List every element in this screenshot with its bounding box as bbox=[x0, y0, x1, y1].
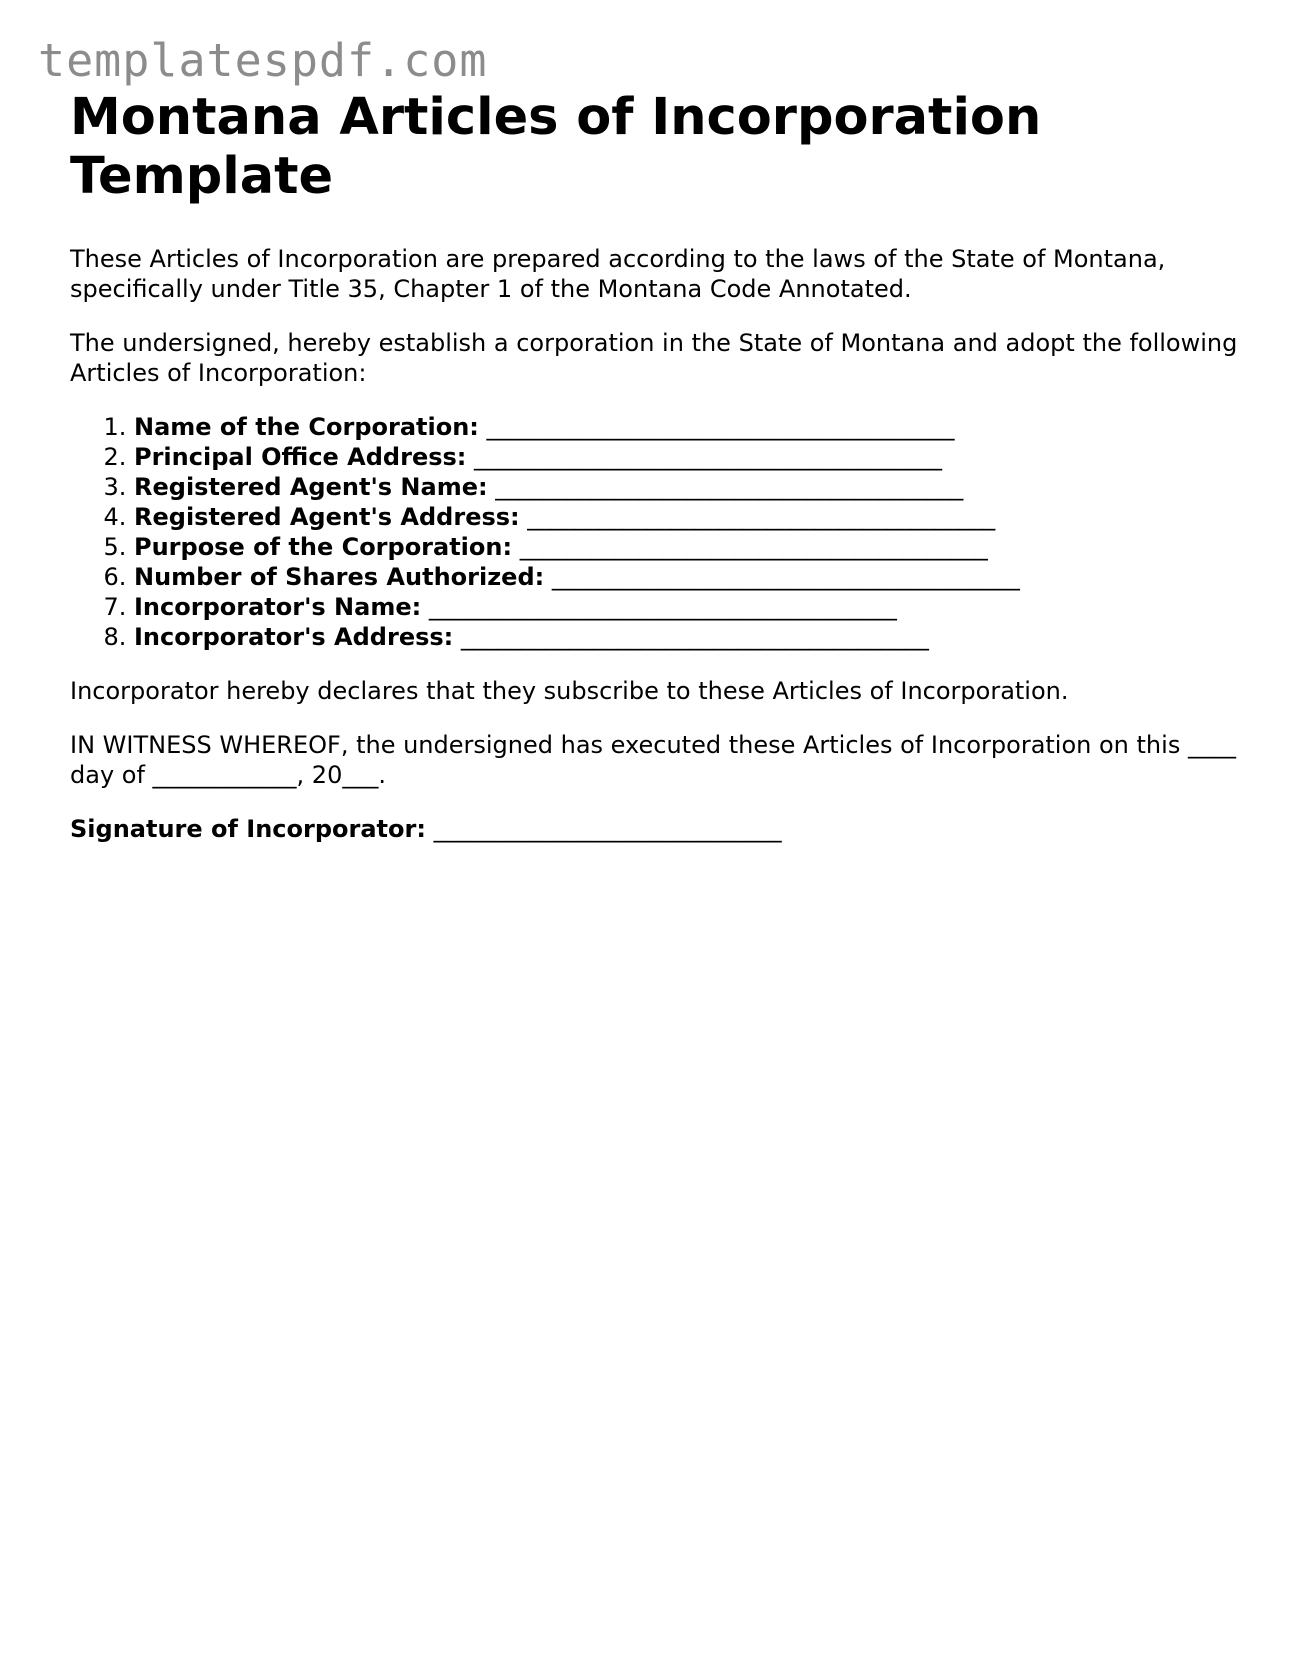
declaration-paragraph: Incorporator hereby declares that they subscribe to these Articles of Incorporation. bbox=[70, 677, 1069, 705]
field-label: Registered Agent's Name: bbox=[134, 473, 488, 501]
field-principal-office-address bbox=[134, 442, 1240, 472]
field-registered-agent-name bbox=[134, 472, 1240, 502]
field-label: Incorporator's Name: bbox=[134, 593, 422, 621]
field-label: Incorporator's Address: bbox=[134, 623, 454, 651]
field-blank[interactable]: _______________________________________ bbox=[495, 473, 964, 501]
witness-paragraph: IN WITNESS WHEREOF, the undersigned has executed these Articles of Incorporation on this ____ day of ____________, 20___. bbox=[70, 731, 1236, 789]
field-label: Principal Office Address: bbox=[134, 443, 467, 471]
field-label: Name of the Corporation: bbox=[134, 413, 479, 441]
field-blank[interactable]: _______________________________________ bbox=[519, 533, 988, 561]
field-label: Number of Shares Authorized: bbox=[134, 563, 545, 591]
field-corporation-name bbox=[134, 412, 1240, 442]
signature-blank[interactable]: _____________________________ bbox=[433, 815, 782, 843]
field-registered-agent-address bbox=[134, 502, 1240, 532]
field-incorporator-name bbox=[134, 592, 1240, 622]
field-blank[interactable]: _______________________________________ bbox=[551, 563, 1020, 591]
field-shares-authorized bbox=[134, 562, 1240, 592]
document-title: Montana Articles of Incorporation Template bbox=[70, 88, 1042, 206]
articles-field-list bbox=[70, 412, 1240, 652]
establish-paragraph: The undersigned, hereby establish a corporation in the State of Montana and adopt the following Articles of Incorporation: bbox=[70, 329, 1238, 387]
field-blank[interactable]: _______________________________________ bbox=[428, 593, 897, 621]
document-body bbox=[70, 88, 1240, 844]
field-corporation-purpose bbox=[134, 532, 1240, 562]
watermark: templatespdf.com bbox=[38, 34, 488, 87]
field-label: Registered Agent's Address: bbox=[134, 503, 520, 531]
field-blank[interactable]: _______________________________________ bbox=[460, 623, 929, 651]
signature-label: Signature of Incorporator: bbox=[70, 815, 426, 843]
field-incorporator-address bbox=[134, 622, 1240, 652]
field-label: Purpose of the Corporation: bbox=[134, 533, 513, 561]
intro-paragraph: These Articles of Incorporation are prepared according to the laws of the State of Montana, specifically under Title 35, Chapter 1 of the Montana Code Annotated. bbox=[70, 245, 1166, 303]
field-blank[interactable]: _______________________________________ bbox=[474, 443, 943, 471]
field-blank[interactable]: _______________________________________ bbox=[527, 503, 996, 531]
signature-line bbox=[70, 814, 1240, 844]
field-blank[interactable]: _______________________________________ bbox=[486, 413, 955, 441]
